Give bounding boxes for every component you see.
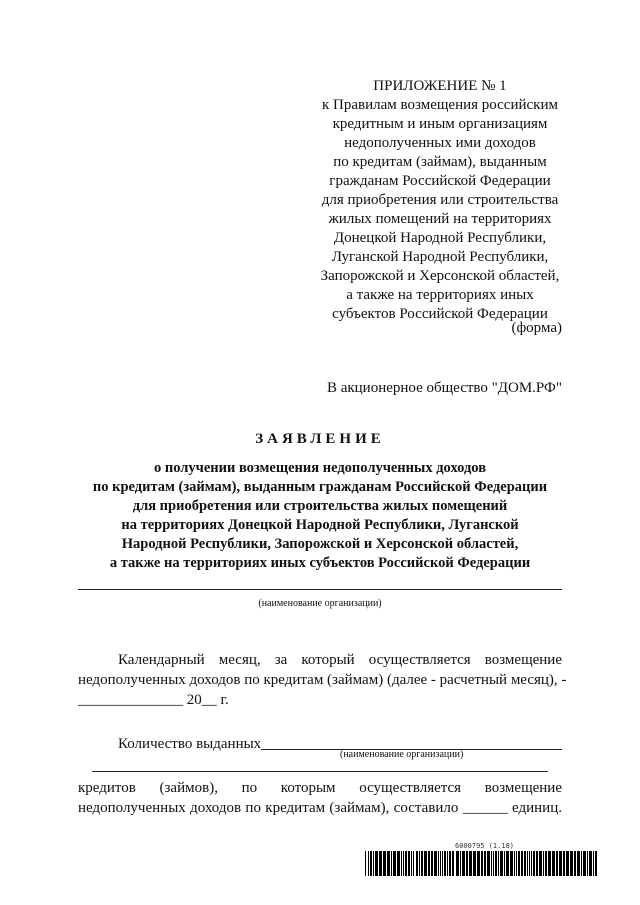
paragraph-line: недополученных доходов по кредитам (займам) (далее - расчетный месяц), -: [78, 672, 567, 688]
appendix-line: кредитным и иным организациям: [332, 116, 548, 132]
barcode-bar: [462, 851, 465, 876]
barcode-bar: [403, 851, 404, 876]
form-note: (форма): [511, 320, 562, 336]
appendix-line: недополученных ими доходов: [344, 135, 536, 151]
document-title: ЗАЯВЛЕНИЕ: [255, 431, 385, 447]
barcode-bar: [531, 851, 532, 876]
barcode-bar: [593, 851, 594, 876]
units-field-line[interactable]: недополученных доходов по кредитам (займам), составило ______ единиц.: [78, 800, 562, 816]
subtitle-line: о получении возмещения недополученных доходов: [153, 460, 487, 476]
barcode-bar: [543, 851, 544, 876]
barcode-bar: [574, 851, 576, 876]
barcode-bar: [405, 851, 407, 876]
barcode-bar: [397, 851, 400, 876]
barcode-bar: [481, 851, 483, 876]
barcode-bar: [421, 851, 423, 876]
loan-count-label: Количество выданных: [118, 736, 262, 752]
barcode-bar: [391, 851, 392, 876]
paragraph-line: Календарный месяц, за который осуществляется возмещение: [118, 652, 562, 668]
barcode-bar: [447, 851, 448, 876]
barcode-bar: [587, 851, 588, 876]
barcode-bar: [379, 851, 382, 876]
barcode-bar: [577, 851, 580, 876]
barcode-bar: [368, 851, 369, 876]
barcode-bar: [500, 851, 503, 876]
barcode-bar: [516, 851, 517, 876]
barcode-bar: [411, 851, 412, 876]
barcode-bar: [527, 851, 528, 876]
barcode-bar: [466, 851, 468, 876]
organization-name-caption: (наименование организации): [258, 598, 382, 609]
appendix-line: гражданам Российской Федерации: [329, 173, 551, 189]
barcode-bar: [431, 851, 433, 876]
barcode-bar: [510, 851, 513, 876]
barcode-bar: [434, 851, 437, 876]
barcode-bar: [514, 851, 515, 876]
barcode-bar: [452, 851, 454, 876]
barcode-bar: [408, 851, 410, 876]
barcode-bar: [456, 851, 459, 876]
barcode-bar: [595, 851, 597, 876]
appendix-line: по кредитам (займам), выданным: [333, 154, 547, 170]
continuation-field[interactable]: [92, 771, 548, 772]
barcode-bar: [566, 851, 569, 876]
barcode-bar: [460, 851, 461, 876]
barcode-bar: [589, 851, 592, 876]
barcode-bar: [424, 851, 427, 876]
barcode-bar: [524, 851, 526, 876]
barcode-bar: [487, 851, 490, 876]
barcode-bar: [581, 851, 582, 876]
barcode-bar: [563, 851, 565, 876]
subtitle-line: для приобретения или строительства жилых помещений: [132, 498, 508, 514]
subtitle-line: по кредитам (займам), выданным гражданам Российской Федерации: [92, 479, 548, 495]
month-year-field[interactable]: ______________ 20__ г.: [78, 692, 229, 708]
barcode-bar: [442, 851, 443, 876]
barcode-bar: [504, 851, 505, 876]
barcode-bar: [440, 851, 441, 876]
appendix-header: [300, 77, 580, 324]
paragraph-loan-count: [78, 734, 562, 754]
barcode-bar: [413, 851, 414, 876]
appendix-line: Донецкой Народной Республики,: [333, 230, 547, 246]
addressee: В акционерное общество "ДОМ.РФ": [326, 380, 562, 396]
barcode-bar: [383, 851, 386, 876]
barcode-bar: [498, 851, 499, 876]
barcode-bar: [506, 851, 509, 876]
barcode-bar: [570, 851, 573, 876]
appendix-line: жилых помещений на территориях: [328, 211, 552, 227]
barcode-bar: [444, 851, 446, 876]
subtitle-line: Народной Республики, Запорожской и Херсонской областей,: [121, 536, 519, 552]
barcode-bar: [449, 851, 451, 876]
barcode-bar: [556, 851, 558, 876]
barcode-bar: [495, 851, 497, 876]
paragraph-calendar-month: [78, 650, 567, 710]
barcode-bar: [469, 851, 472, 876]
subtitle-line: на территориях Донецкой Народной Республики, Луганской: [121, 517, 519, 533]
appendix-title: ПРИЛОЖЕНИЕ № 1: [373, 78, 507, 94]
barcode-bar: [375, 851, 378, 876]
barcode-bar: [370, 851, 372, 876]
barcode-bar: [552, 851, 555, 876]
barcode-bar: [536, 851, 538, 876]
barcode-bar: [521, 851, 523, 876]
barcode-bar: [393, 851, 396, 876]
barcode-bar: [548, 851, 551, 876]
barcode-bar: [583, 851, 586, 876]
appendix-line: Луганской Народной Республики,: [331, 249, 549, 265]
barcode-bar: [428, 851, 430, 876]
appendix-line: Запорожской и Херсонской областей,: [320, 268, 560, 284]
barcode-bar: [416, 851, 418, 876]
organization-name-inline-caption: (наименование организации): [340, 749, 464, 760]
barcode-bar: [438, 851, 439, 876]
barcode-bar: [484, 851, 486, 876]
appendix-line: а также на территориях иных: [346, 287, 534, 303]
barcode-bar: [477, 851, 480, 876]
barcode-bar: [539, 851, 542, 876]
barcode-bar: [401, 851, 402, 876]
document-subtitle: [60, 459, 580, 573]
barcode-bar: [533, 851, 535, 876]
barcode-bar: [493, 851, 494, 876]
barcode-number: 6000795 (1.18): [455, 842, 515, 850]
barcode-block: [365, 842, 597, 876]
organization-name-field[interactable]: [78, 589, 562, 590]
barcode-bar: [473, 851, 476, 876]
appendix-line: к Правилам возмещения российским: [322, 97, 558, 113]
barcode-bar: [559, 851, 562, 876]
barcode-bar: [419, 851, 420, 876]
barcode-bar: [491, 851, 492, 876]
paragraph-loans: [78, 778, 562, 818]
appendix-line: для приобретения или строительства: [321, 192, 559, 208]
appendix-line: субъектов Российской Федерации: [332, 306, 548, 322]
barcode-bar: [545, 851, 547, 876]
barcode-bar: [518, 851, 520, 876]
subtitle-line: а также на территориях иных субъектов Российской Федерации: [109, 555, 531, 571]
barcode-image: [365, 851, 597, 876]
barcode-bar: [387, 851, 390, 876]
paragraph-line: кредитов (займов), по которым осуществляется возмещение: [78, 780, 562, 796]
barcode-bar: [373, 851, 374, 876]
barcode-bar: [365, 851, 366, 876]
barcode-bar: [529, 851, 530, 876]
